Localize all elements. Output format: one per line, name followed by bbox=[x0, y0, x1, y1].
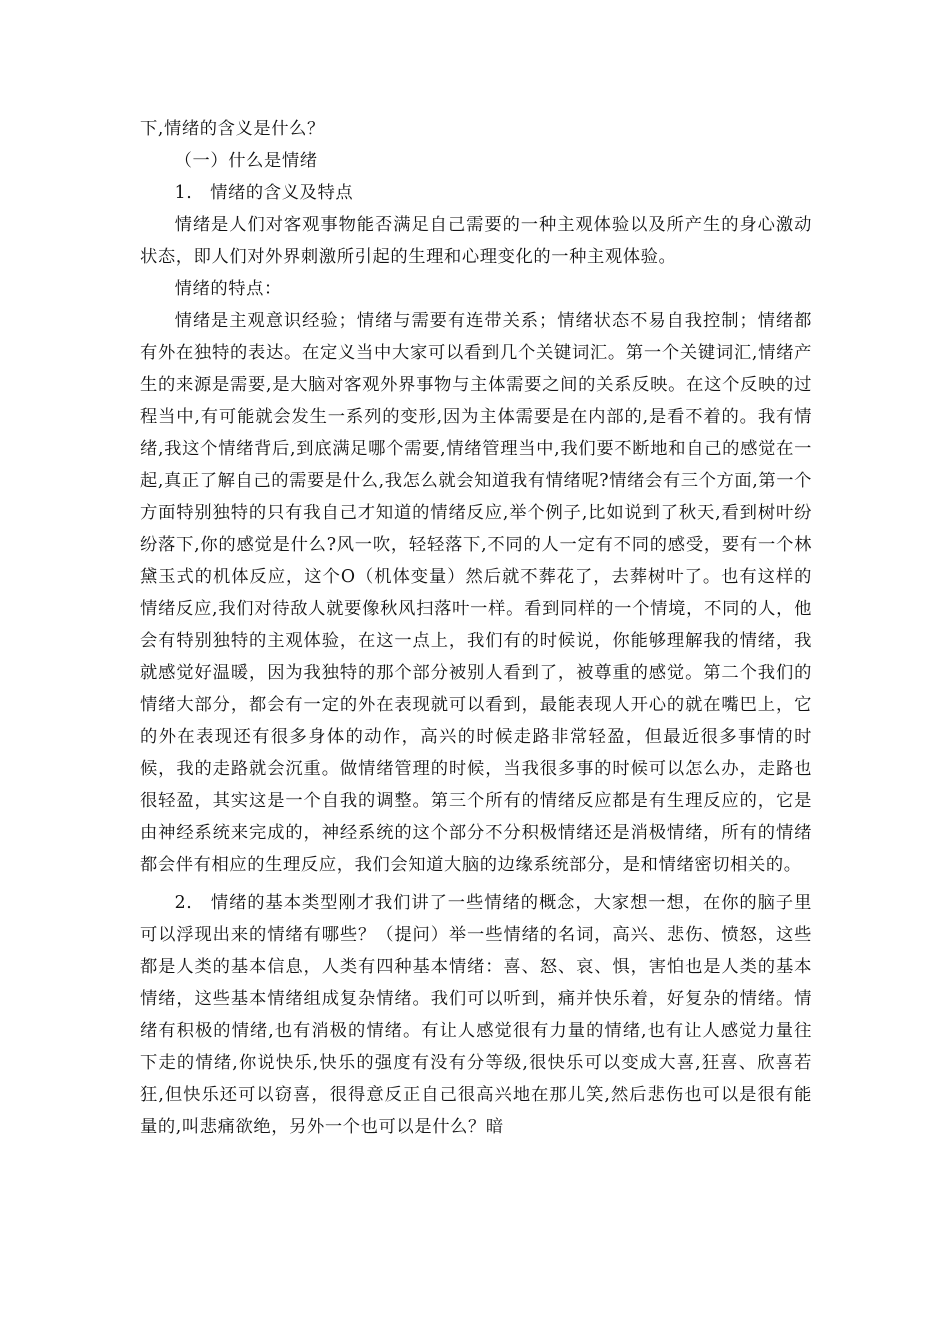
section-heading: （一）什么是情绪 bbox=[174, 151, 318, 171]
paragraph-basic-types: 2. 情绪的基本类型刚才我们讲了一些情绪的概念，大家想一想，在你的脑子里可以浮现出来的情绪有哪些？（提问）举一些情绪的名词，高兴、悲伤、愤怒，这些都是人类的基本信息，人类有四种基本情绪：喜、怒、哀、惧，害怕也是人类的基本情绪，这些基本情绪组成复杂情绪。我们可以听到，痛并快乐着，好复杂的情绪。情绪有积极的情绪,也有消极的情绪。有让人感觉很有力量的情绪,也有让人感觉力量往下走的情绪,你说快乐,快乐的强度有没有分等级,很快乐可以变成大喜,狂喜、欣喜若狂,但快乐还可以窃喜，很得意反正自己很高兴地在那儿笑,然后悲伤也可以是很有能量的,叫悲痛欲绝，另外一个也可以是什么？暗 bbox=[140, 893, 812, 1137]
paragraph-features-body: 情绪是主观意识经验；情绪与需要有连带关系；情绪状态不易自我控制；情绪都有外在独特的表达。在定义当中大家可以看到几个关键词汇。第一个关键词汇,情绪产生的来源是需要,是大脑对客观外界事物与主体需要之间的关系反映。在这个反映的过程当中,有可能就会发生一系列的变形,因为主体需要是在内部的,是看不着的。我有情绪,我这个情绪背后,到底满足哪个需要,情绪管理当中,我们要不断地和自己的感觉在一起,真正了解自己的需要是什么,我怎么就会知道我有情绪呢?情绪会有三个方面,第一个方面特别独特的只有我自己才知道的情绪反应,举个例子,比如说到了秋天,看到树叶纷纷落下,你的感觉是什么?风一吹，轻轻落下,不同的人一定有不同的感受，要有一个林黛玉式的机体反应，这个O（机体变量）然后就不葬花了，去葬树叶了。也有这样的情绪反应,我们对待敌人就要像秋风扫落叶一样。看到同样的一个情境，不同的人，他会有特别独特的主观体验，在这一点上，我们有的时候说，你能够理解我的情绪，我就感觉好温暖，因为我独特的那个部分被别人看到了，被尊重的感觉。第二个我们的情绪大部分，都会有一定的外在表现就可以看到，最能表现人开心的就在嘴巴上，它的外在表现还有很多身体的动作，高兴的时候走路非常轻盈，但最近很多事情的时候，我的走路就会沉重。做情绪管理的时候，当我很多事的时候可以怎么办，走路也很轻盈，其实这是一个自我的调整。第三个所有的情绪反应都是有生理反应的，它是由神经系统来完成的，神经系统的这个部分不分积极情绪还是消极情绪，所有的情绪都会伴有相应的生理反应，我们会知道大脑的边缘系统部分，是和情绪密切相关的。 bbox=[140, 311, 812, 875]
paragraph-features-label: 情绪的特点： bbox=[174, 279, 282, 299]
subsection-heading-1: 1. 情绪的含义及特点 bbox=[174, 183, 354, 203]
paragraph-definition: 情绪是人们对客观事物能否满足自己需要的一种主观体验以及所产生的身心激动状态，即人们对外界刺激所引起的生理和心理变化的一种主观体验。 bbox=[140, 215, 812, 267]
document-page bbox=[140, 113, 812, 1143]
paragraph-continuation: 下,情绪的含义是什么？ bbox=[140, 119, 325, 139]
